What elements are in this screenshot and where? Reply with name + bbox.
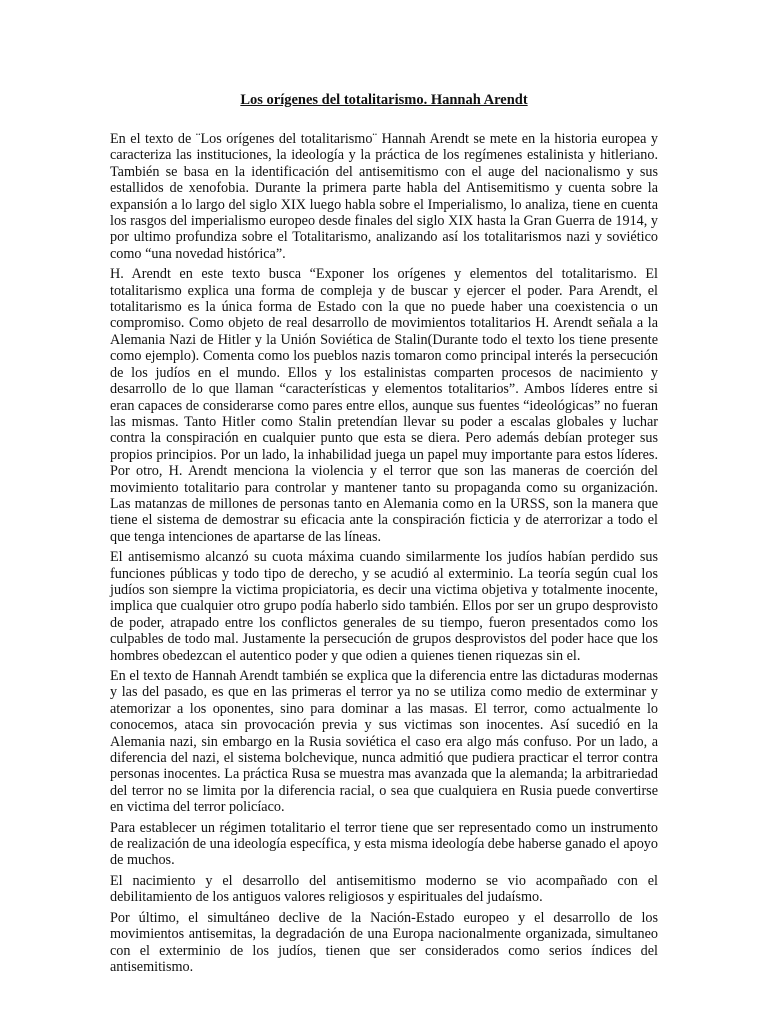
paragraph-7: Por último, el simultáneo declive de la Nación-Estado europeo y el desarrollo de los movimientos antisemitas, la degradación de una Europa nacionalmente organizada, simultaneo con el exterminio de los judíos, tienen que ser considerados como serios índices del antisemitismo.	[110, 909, 658, 975]
paragraph-4: En el texto de Hannah Arendt también se explica que la diferencia entre las dictaduras modernas y las del pasado, es que en las primeras el terror ya no se utiliza como medio de exterminar y atemorizar a los oponentes, sino para dominar a las masas. El terror, como actualmente lo conocemos, ataca sin provocación previa y sus victimas son inocentes. Así sucedió en la Alemania nazi, sin embargo en la Rusia soviética el caso era algo más confuso. Por un lado, a diferencia del nazi, el sistema bolchevique, nunca admitió que pudiera practicar el terror contra personas inocentes. La práctica Rusa se muestra mas avanzada que la alemanda; la arbitrariedad del terror no se limita por la diferencia racial, o sea que cualquiera en Rusia puede convertirse en victima del terror policíaco.	[110, 668, 658, 816]
document-title: Los orígenes del totalitarismo. Hannah Arendt	[240, 92, 528, 108]
paragraph-2: H. Arendt en este texto busca “Exponer los orígenes y elementos del totalitarismo. El totalitarismo explica una forma de compleja y de buscar y ejercer el poder. Para Arendt, el totalitarismo es la única forma de Estado con la que no puede haber una coexistencia o un compromiso. Como objeto de real desarrollo de movimientos totalitarios H. Arendt señala a la Alemania Nazi de Hitler y la Unión Soviética de Stalin(Durante todo el texto los tiene presente como ejemplo). Comenta como los pueblos nazis tomaron como principal interés la persecución de los judíos en el mundo. Ellos y los estalinistas comparten procesos de nacimiento y desarrollo de lo que llaman “características y elementos totalitarios”. Ambos líderes entre si eran capaces de considerarse como pares entre ellos, aunque sus fuentes “ideológicas” no fueran las mismas. Tanto Hitler como Stalin pretendían llevar su poder a escalas globales y luchar contra la conspiración en cualquier punto que esta se diera. Pero además debían proteger sus propios principios. Por un lado, la inhabilidad juega un papel muy importante para estos líderes. Por otro, H. Arendt menciona la violencia y el terror que son las maneras de coerción del movimiento totalitario para controlar y mantener tanto su propaganda como su organización. Las matanzas de millones de personas tanto en Alemania como en la URSS, son la manera que tiene el sistema de demostrar su eficacia ante la conspiración ficticia y de aterrorizar a todo el que tenga intenciones de apartarse de las líneas.	[110, 266, 658, 545]
paragraph-1: En el texto de ¨Los orígenes del totalitarismo¨ Hannah Arendt se mete en la historia europea y caracteriza las instituciones, la ideología y la práctica de los regímenes estalinista y hitleriano. También se basa en la identificación del antisemitismo con el auge del nacionalismo y sus estallidos de xenofobia. Durante la primera parte habla del Antisemitismo y cuenta sobre la expansión a lo largo del siglo XIX luego habla sobre el Imperialismo, lo analiza, tiene en cuenta los rasgos del imperialismo europeo desde finales del siglo XIX hasta la Gran Guerra de 1914, y por ultimo profundiza sobre el Totalitarismo, analizando así los totalitarismos nazi y soviético como “una novedad histórica”.	[110, 131, 658, 262]
paragraph-5: Para establecer un régimen totalitario el terror tiene que ser representado como un instrumento de realización de una ideología específica, y esta misma ideología debe haberse ganado el apoyo de muchos.	[110, 819, 658, 869]
paragraph-6: El nacimiento y el desarrollo del antisemitismo moderno se vio acompañado con el debilitamiento de los antiguos valores religiosos y espirituales del judaísmo.	[110, 872, 658, 906]
paragraph-3: El antisemismo alcanzó su cuota máxima cuando similarmente los judíos habían perdido sus funciones públicas y todo tipo de derecho, y se acudió al exterminio. La teoría según cual los judíos son siempre la victima propiciatoria, es decir una victima objetiva y totalmente inocente, implica que cualquier otro grupo podía haberlo sido también. Ellos por ser un grupo desprovisto de poder, atrapado entre los conflictos generales de su tiempo, fueron presentados como los culpables de todo mal. Justamente la persecución de grupos desprovistos del poder hace que los hombres obedezcan el autentico poder y que odien a quienes tienen riquezas sin el.	[110, 549, 658, 664]
